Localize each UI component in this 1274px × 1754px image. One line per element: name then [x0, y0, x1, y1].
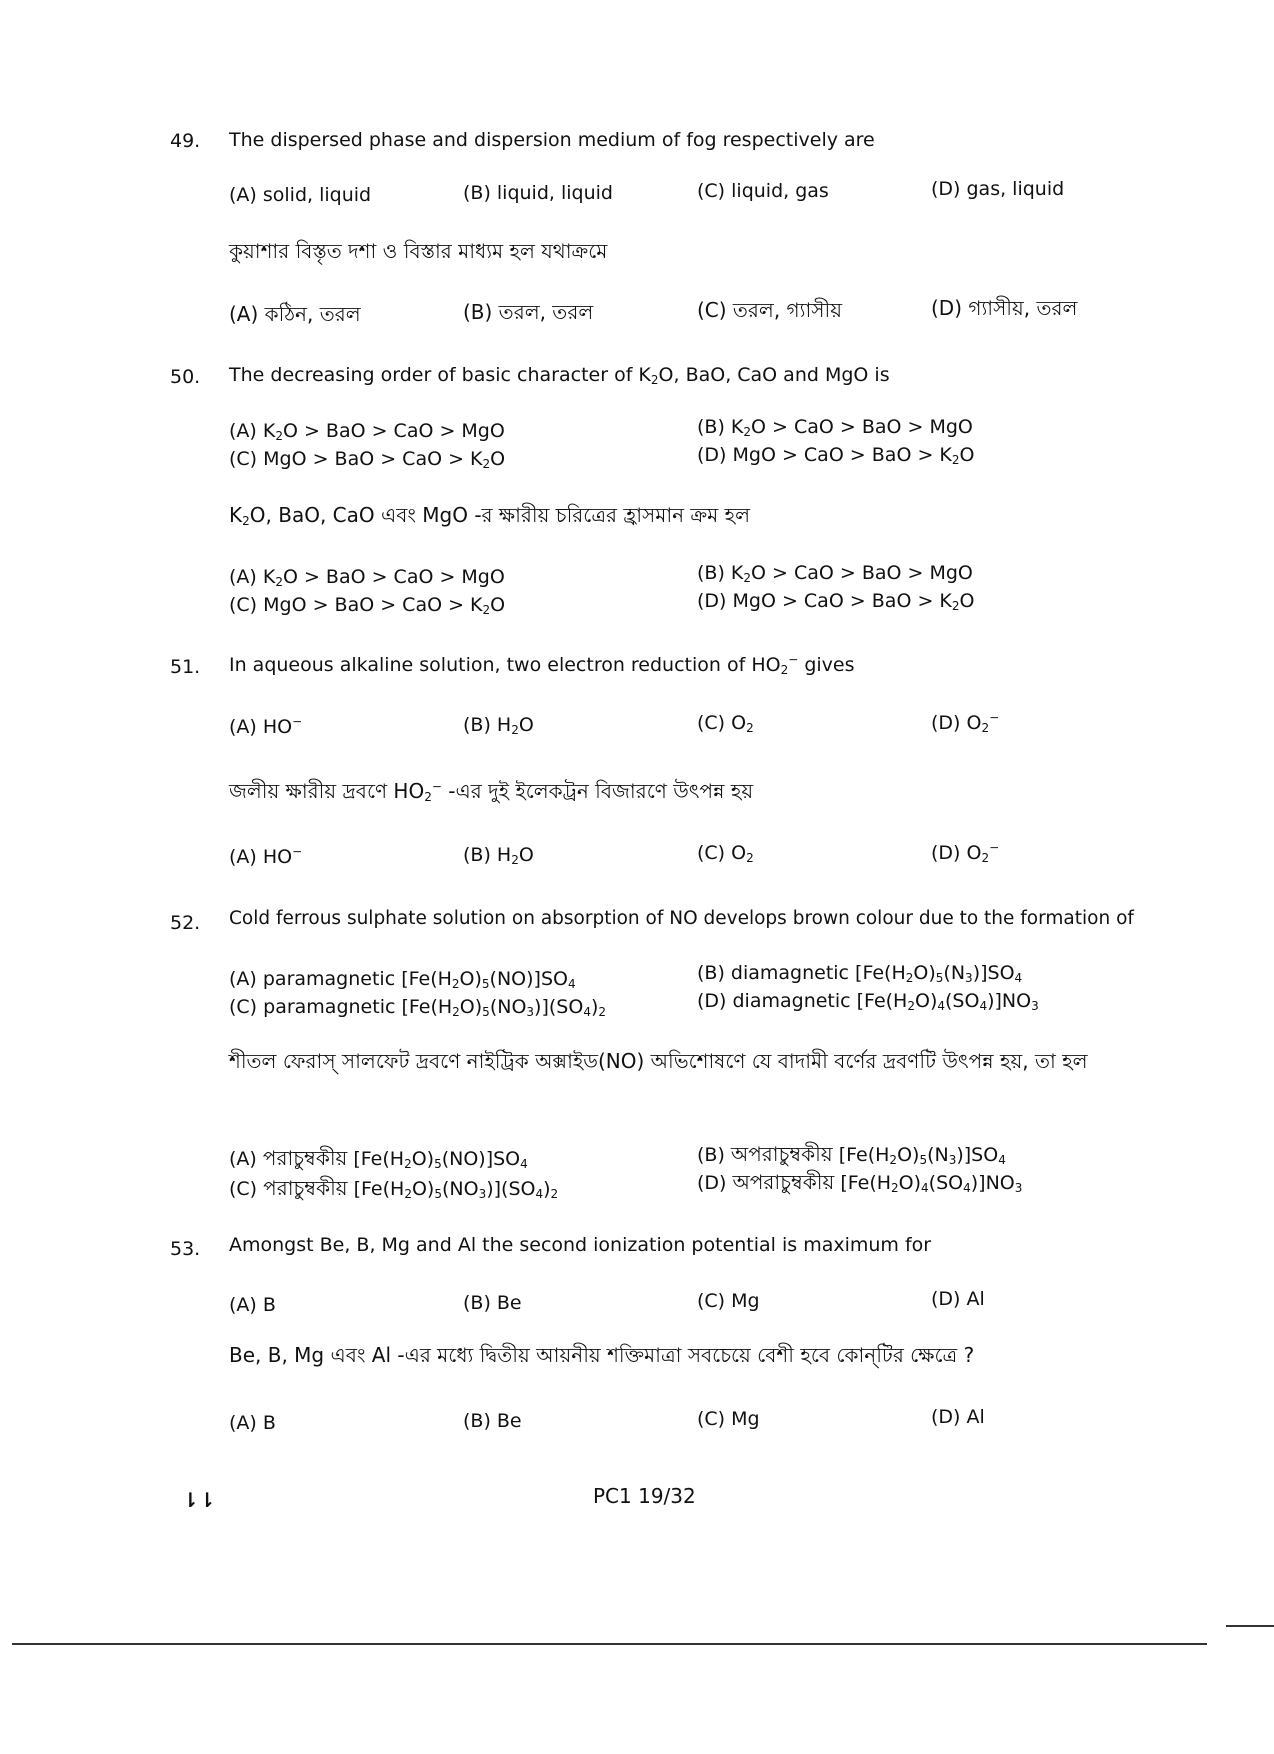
q50-option-a-bn: (A) $K_2O$ > BaO > CaO > MgO: [229, 566, 505, 589]
q51-option-d: (D) $O_2^-$: [931, 710, 1000, 735]
q49-option-a-bn: (A) কঠিন, তরল: [229, 302, 361, 326]
q50-option-a: (A) $K_2O$ > BaO > CaO > MgO: [229, 420, 505, 443]
q49-option-b: (B) liquid, liquid: [463, 182, 613, 204]
q49-option-a: (A) solid, liquid: [229, 184, 372, 206]
q50-option-c: (C) MgO > BaO > CaO > $K_2O$: [229, 448, 506, 471]
q50-option-b-bn: (B) $K_2O$ > CaO > BaO > MgO: [697, 562, 973, 585]
q53-option-a-bn: (A) B: [229, 1412, 276, 1434]
page-code: PC1 19/32: [593, 1484, 696, 1508]
q52-number: 52.: [170, 912, 201, 934]
q53-text-en: Amongst Be, B, Mg and Al the second ionization potential is maximum for: [229, 1234, 932, 1256]
q53-option-c: (C) Mg: [697, 1290, 760, 1312]
q49-option-c: (C) liquid, gas: [697, 180, 829, 202]
q53-option-b: (B) Be: [463, 1292, 522, 1314]
q51-text-bn: জলীয় ক্ষারীয় দ্রবণে $HO_2^-$ -এর দুই ইলেকট্রন বিজারণে উৎপন্ন হয়: [229, 779, 754, 804]
q52-text-bn: শীতল ফেরাস্ সালফেট দ্রবণে নাইট্রিক অক্সাইড(NO) অভিশোষণে যে বাদামী বর্ণের দ্রবণটি উৎপন্ন হয়, তা হল: [229, 1049, 1088, 1073]
q52-option-a: (A) paramagnetic $[Fe(H_2O)_5(NO)]SO_4$: [229, 968, 576, 991]
q51-number: 51.: [170, 656, 201, 678]
q49-number: 49.: [170, 130, 201, 152]
q53-option-c-bn: (C) Mg: [697, 1408, 760, 1430]
q51-option-c-bn: (C) $O_2$: [697, 842, 754, 865]
q49-option-d-bn: (D) গ্যাসীয়, তরল: [931, 296, 1078, 320]
bottom-rule: [12, 1643, 1207, 1645]
q52-text-en: Cold ferrous sulphate solution on absorption of NO develops brown colour due to the formation of: [229, 908, 1134, 929]
footer-mark: ⇂⇂: [182, 1488, 216, 1512]
q51-option-b: (B) $H_2O$: [463, 714, 534, 737]
q53-number: 53.: [170, 1238, 201, 1260]
q51-option-c: (C) $O_2$: [697, 712, 754, 735]
q51-option-a-bn: (A) HO−: [229, 844, 303, 868]
q53-option-d-bn: (D) Al: [931, 1406, 985, 1428]
q52-option-c-bn: (C) পরাচুম্বকীয় $[Fe(H_2O)_5(NO_3)](SO_4)_2$: [229, 1176, 559, 1201]
q52-option-b: (B) diamagnetic $[Fe(H_2O)_5(N_3)]SO_4$: [697, 962, 1023, 985]
q51-text-en: In aqueous alkaline solution, two electron reduction of $HO_2^-$ gives: [229, 652, 855, 677]
q52-option-b-bn: (B) অপরাচুম্বকীয় $[Fe(H_2O)_5(N_3)]SO_4$: [697, 1142, 1006, 1167]
q49-option-c-bn: (C) তরল, গ্যাসীয়: [697, 298, 842, 322]
q50-number: 50.: [170, 366, 201, 388]
q51-option-b-bn: (B) $H_2O$: [463, 844, 534, 867]
q51-option-d-bn: (D) $O_2^-$: [931, 840, 1000, 865]
q50-option-c-bn: (C) MgO > BaO > CaO > $K_2O$: [229, 594, 506, 617]
q51-option-a: (A) HO−: [229, 714, 303, 738]
q53-option-d: (D) Al: [931, 1288, 985, 1310]
q49-text-en: The dispersed phase and dispersion medium of fog respectively are: [229, 129, 875, 151]
q49-text-bn: কুয়াশার বিস্তৃত দশা ও বিস্তার মাধ্যম হল যথাক্রমে: [229, 239, 608, 263]
bottom-rule-short: [1226, 1625, 1274, 1627]
q52-option-d-bn: (D) অপরাচুম্বকীয় $[Fe(H_2O)_4(SO_4)]NO_3$: [697, 1170, 1023, 1195]
q50-option-d: (D) MgO > CaO > BaO > $K_2O$: [697, 444, 975, 467]
q49-option-d: (D) gas, liquid: [931, 178, 1065, 200]
q50-text-bn: $K_2O$, BaO, CaO এবং MgO -র ক্ষারীয় চরিত্রের হ্রাসমান ক্রম হল: [229, 503, 751, 528]
q53-text-bn: Be, B, Mg এবং Al -এর মধ্যে দ্বিতীয় আয়নীয় শক্তিমাত্রা সবচেয়ে বেশী হবে কোন্‌টির ক্ষেত্রে ?: [229, 1343, 975, 1367]
q50-option-d-bn: (D) MgO > CaO > BaO > $K_2O$: [697, 590, 975, 613]
q49-option-b-bn: (B) তরল, তরল: [463, 300, 594, 324]
q52-option-a-bn: (A) পরাচুম্বকীয় $[Fe(H_2O)_5(NO)]SO_4$: [229, 1146, 528, 1171]
q50-text-en: The decreasing order of basic character of $K_2O$, BaO, CaO and MgO is: [229, 364, 890, 387]
q50-option-b: (B) $K_2O$ > CaO > BaO > MgO: [697, 416, 973, 439]
q52-option-c: (C) paramagnetic $[Fe(H_2O)_5(NO_3)](SO_4)_2$: [229, 996, 607, 1019]
q53-option-a: (A) B: [229, 1294, 276, 1316]
q53-option-b-bn: (B) Be: [463, 1410, 522, 1432]
q52-option-d: (D) diamagnetic $[Fe(H_2O)_4(SO_4)]NO_3$: [697, 990, 1039, 1013]
